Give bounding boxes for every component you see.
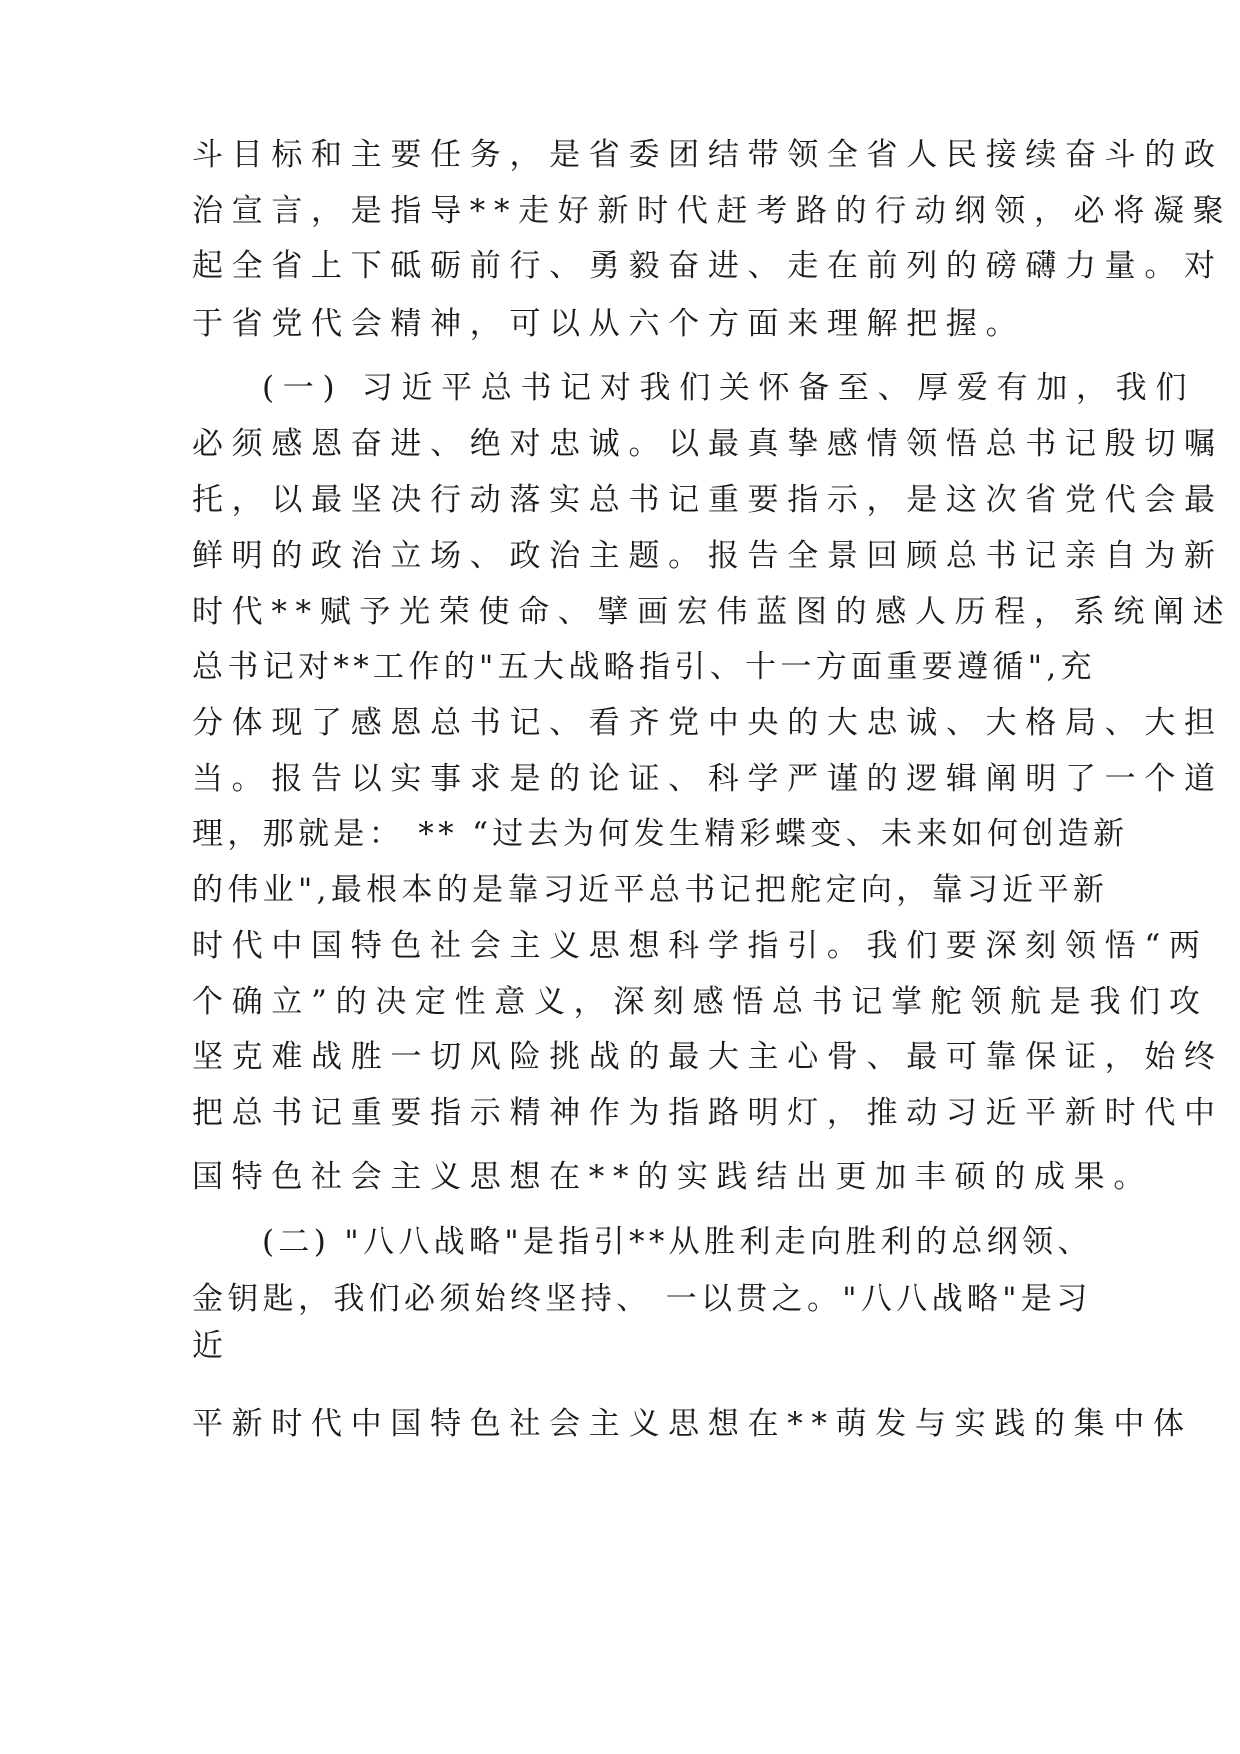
body-text-line: 时代**赋予光荣使命、擘画宏伟蓝图的感人历程，系统阐述 xyxy=(192,594,1233,630)
body-text-line: 近 xyxy=(192,1328,232,1364)
body-text-line: 理，那就是： ** “过去为何发生精彩蝶变、未来如何创造新 xyxy=(192,816,1129,852)
body-text-line: 斗目标和主要任务，是省委团结带领全省人民接续奋斗的政 xyxy=(192,137,1224,173)
body-text-line: 总书记对**工作的"五大战略指引、十一方面重要遵循",充 xyxy=(192,649,1096,685)
body-text-line: 坚克难战胜一切风险挑战的最大主心骨、最可靠保证，始终 xyxy=(192,1039,1224,1075)
body-text-line: 把总书记重要指示精神作为指路明灯，推动习近平新时代中 xyxy=(192,1095,1224,1131)
body-text-line: 托，以最坚决行动落实总书记重要指示，是这次省党代会最 xyxy=(192,482,1224,518)
body-text-line: 金钥匙，我们必须始终坚持、 一以贯之。"八八战略"是习 xyxy=(192,1281,1092,1317)
section-heading-1: (一) 习近平总书记对我们关怀备至、厚爱有加，我们 xyxy=(262,370,1196,406)
body-text-line: 时代中国特色社会主义思想科学指引。我们要深刻领悟“两 xyxy=(192,928,1209,964)
body-text-line: 于省党代会精神，可以从六个方面来理解把握。 xyxy=(192,306,1026,342)
section-heading-2: (二) "八八战略"是指引**从胜利走向胜利的总纲领、 xyxy=(262,1224,1093,1260)
body-text-line: 的伟业",最根本的是靠习近平总书记把舵定向，靠习近平新 xyxy=(192,872,1109,908)
body-text-line: 起全省上下砥砺前行、勇毅奋进、走在前列的磅礴力量。对 xyxy=(192,248,1224,284)
body-text-line: 鲜明的政治立场、政治主题。报告全景回顾总书记亲自为新 xyxy=(192,538,1224,574)
body-text-line: 当。报告以实事求是的论证、科学严谨的逻辑阐明了一个道 xyxy=(192,761,1224,797)
body-text-line: 国特色社会主义思想在**的实践结出更加丰硕的成果。 xyxy=(192,1159,1153,1195)
body-text-line: 必须感恩奋进、绝对忠诚。以最真挚感情领悟总书记殷切嘱 xyxy=(192,426,1224,462)
body-text-line: 治宣言，是指导**走好新时代赶考路的行动纲领，必将凝聚 xyxy=(192,193,1233,229)
body-text-line: 个确立”的决定性意义，深刻感悟总书记掌舵领航是我们攻 xyxy=(192,984,1209,1020)
body-text-line: 平新时代中国特色社会主义思想在**萌发与实践的集中体 xyxy=(192,1406,1193,1442)
body-text-line: 分体现了感恩总书记、看齐党中央的大忠诚、大格局、大担 xyxy=(192,705,1224,741)
